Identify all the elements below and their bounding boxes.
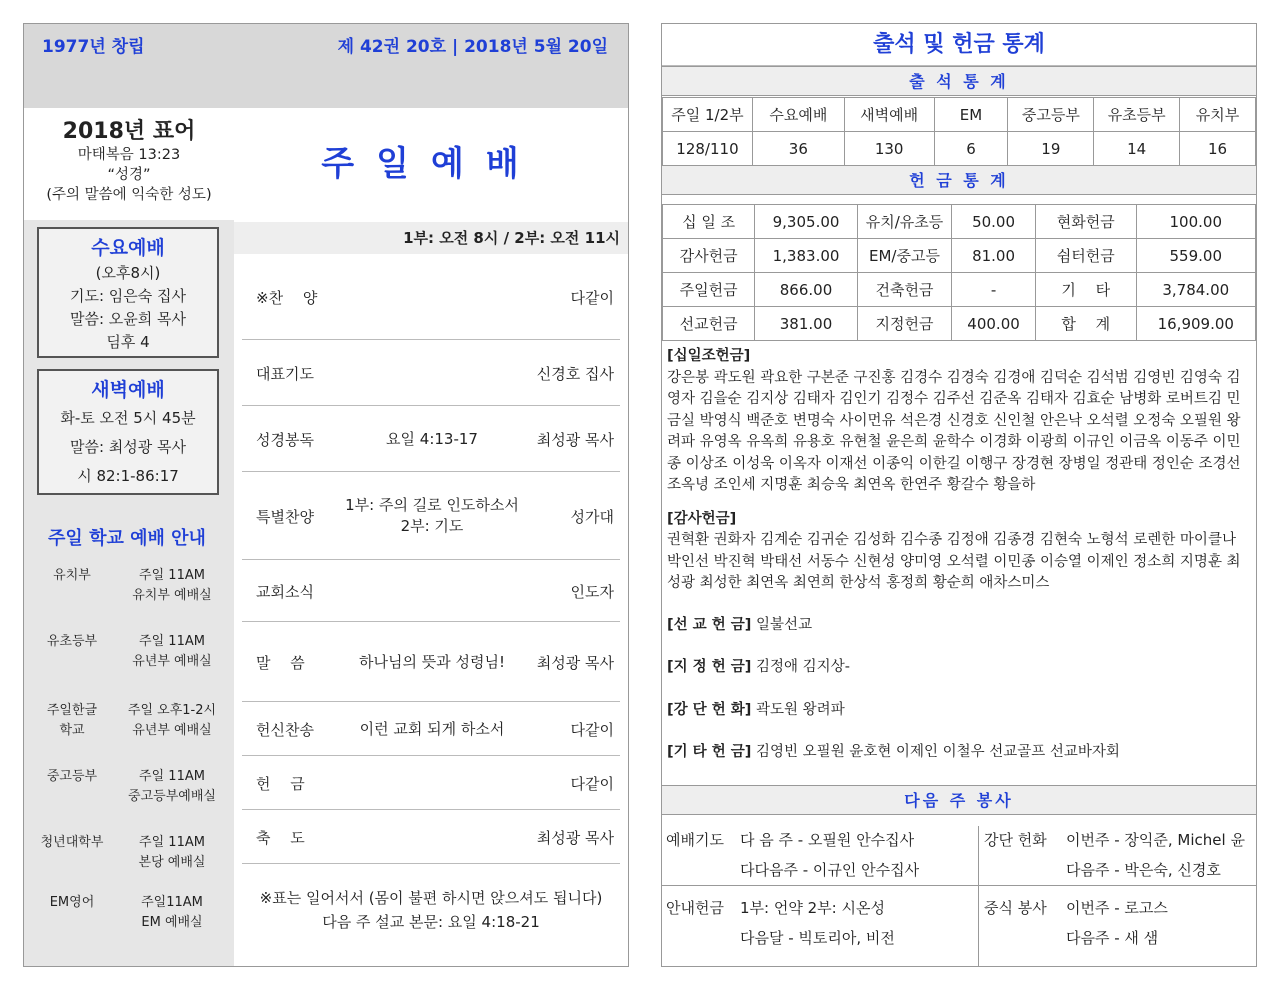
lunch-next: 다음주 - 새 샘 xyxy=(1066,929,1159,947)
flower-next: 다음주 - 박은숙, 신경호 xyxy=(1066,861,1221,879)
lunch-this: 이번주 - 로고스 xyxy=(1066,899,1168,917)
issue-text: 제 42권 20호 | 2018년 5월 20일 xyxy=(337,37,608,57)
flower-label: 강단 헌화 xyxy=(984,831,1047,849)
order-row xyxy=(242,810,620,864)
order-leader: 최성광 목사 xyxy=(536,828,614,847)
offering-row xyxy=(663,239,1256,273)
order-leader: 다같이 xyxy=(570,774,614,793)
offering-amount-cell: 9,305.00 xyxy=(755,205,858,239)
offering-label-cell: 유치/유초등 xyxy=(857,205,951,239)
attendance-value-cell: 14 xyxy=(1094,132,1180,166)
service-times: 1부: 오전 8시 / 2부: 오전 11시 xyxy=(234,222,628,254)
motto-title: 2018년 표어 xyxy=(62,119,196,144)
order-detail: 하나님의 뜻과 성령님! xyxy=(359,652,505,671)
order-leader: 성가대 xyxy=(570,507,614,526)
offering-label-cell: 합 계 xyxy=(1035,307,1136,341)
motto-verse: 마태복음 13:23 xyxy=(77,147,181,163)
order-item: 축 도 xyxy=(256,828,305,847)
order-detail: 요일 4:13-17 xyxy=(386,429,478,448)
designated-names: 김정애 김지상- xyxy=(756,659,850,675)
order-item: 성경봉독 xyxy=(256,430,314,449)
attendance-header-cell: 유치부 xyxy=(1180,98,1256,132)
service-note xyxy=(234,886,628,934)
dawn-time: 화-토 오전 5시 45분 xyxy=(60,409,196,427)
dawn-service-box xyxy=(37,369,219,495)
school-dept: 중고등부 xyxy=(46,769,98,784)
attendance-header-cell: 중고등부 xyxy=(1008,98,1094,132)
altar-flower-names: 곽도원 왕려파 xyxy=(756,701,845,718)
offering-amount-cell: 559.00 xyxy=(1136,239,1255,273)
dawn-ref: 시 82:1-86:17 xyxy=(77,467,179,485)
thanks-names: 권혁환 권화자 김계순 김귀순 김성화 김수종 김정애 김종경 김현숙 노형석 로렌한 마이클나 박인선 박진혁 박태선 서동수 신현성 양미영 오석렬 이민종 이승열 이제인 정소희 지명훈 최성광 최성한 최연옥 최연희 한상석 홍정희 황순희 애차스미스 xyxy=(667,532,1241,591)
offering-title: 헌 금 통 계 xyxy=(662,165,1256,195)
dawn-sermon: 말씀: 최성광 목사 xyxy=(69,438,187,456)
attendance-header-cell: 유초등부 xyxy=(1094,98,1180,132)
order-row xyxy=(242,560,620,622)
stats-title: 출석 및 헌금 통계 xyxy=(662,24,1256,66)
offering-label-cell: 선교헌금 xyxy=(663,307,755,341)
order-detail: 이런 교회 되게 하소서 xyxy=(359,719,505,738)
school-info: 주일 11AM 유치부 예배실 xyxy=(132,568,212,603)
prayer-after: 다다음주 - 이규인 안수집사 xyxy=(740,861,920,879)
school-dept: 주일한글 학교 xyxy=(46,703,98,738)
school-info: 주일 11AM 중고등부예배실 xyxy=(128,769,216,804)
offering-label-cell: 감사헌금 xyxy=(663,239,755,273)
order-row xyxy=(242,254,620,340)
lunch-label: 중식 봉사 xyxy=(984,899,1047,917)
school-row xyxy=(32,695,222,757)
order-item: 말 씀 xyxy=(256,653,305,672)
bulletin-header xyxy=(24,24,628,108)
offering-label-cell: 쉼터헌금 xyxy=(1035,239,1136,273)
usher-label: 안내헌금 xyxy=(666,899,724,917)
order-item: 교회소식 xyxy=(256,582,314,601)
standing-note: ※표는 일어서서 (몸이 불편 하시면 앉으셔도 됩니다) xyxy=(259,889,603,907)
order-row xyxy=(242,340,620,406)
attendance-title: 출 석 통 계 xyxy=(662,66,1256,96)
founded-text: 1977년 창립 xyxy=(42,37,145,57)
tithe-heading: [십일조헌금] xyxy=(667,348,751,364)
school-title: 주일 학교 예배 안내 xyxy=(48,528,206,549)
designated-heading: [지 정 헌 금] xyxy=(667,659,752,675)
offering-label-cell: 주일헌금 xyxy=(663,273,755,307)
wednesday-prayer: 기도: 임은숙 집사 xyxy=(69,287,187,305)
order-leader: 다같이 xyxy=(570,288,614,307)
offering-amount-cell: 16,909.00 xyxy=(1136,307,1255,341)
order-detail: 1부: 주의 길로 인도하소서 2부: 기도 xyxy=(345,496,519,535)
offering-amount-cell: 81.00 xyxy=(952,239,1036,273)
attendance-row xyxy=(663,132,1256,166)
offering-amount-cell: 400.00 xyxy=(952,307,1036,341)
order-row xyxy=(242,472,620,560)
order-item: 헌신찬송 xyxy=(256,720,314,739)
offering-label-cell: EM/중고등 xyxy=(857,239,951,273)
wednesday-title: 수요예배 xyxy=(91,237,165,259)
order-leader: 최성광 목사 xyxy=(536,653,614,672)
thanks-heading: [감사헌금] xyxy=(667,510,737,527)
order-row xyxy=(242,406,620,472)
school-dept: EM영어 xyxy=(49,895,95,910)
usher-next: 다음달 - 빅토리아, 비전 xyxy=(740,929,895,947)
mission-names: 일불선교 xyxy=(756,616,813,633)
offering-amount-cell: 100.00 xyxy=(1136,205,1255,239)
order-item: 대표기도 xyxy=(256,364,314,383)
attendance-header-cell: 새벽예배 xyxy=(844,98,934,132)
offering-label-cell: 건축헌금 xyxy=(857,273,951,307)
order-row xyxy=(242,622,620,702)
mission-heading: [선 교 헌 금] xyxy=(667,616,752,633)
attendance-value-cell: 19 xyxy=(1008,132,1094,166)
order-leader: 신경호 집사 xyxy=(536,364,614,383)
school-dept: 유치부 xyxy=(53,568,91,583)
attendance-header-cell: EM xyxy=(934,98,1008,132)
offering-row xyxy=(663,205,1256,239)
next-service-title: 다음 주 봉사 xyxy=(662,785,1256,815)
attendance-header-cell: 수요예배 xyxy=(752,98,844,132)
school-row xyxy=(32,827,222,889)
wednesday-time: (오후8시) xyxy=(95,264,161,282)
attendance-table xyxy=(662,97,1256,166)
wednesday-service-box xyxy=(37,227,219,358)
attendance-header-cell: 주일 1/2부 xyxy=(663,98,753,132)
offering-amount-cell: 866.00 xyxy=(755,273,858,307)
school-dept: 청년대학부 xyxy=(40,835,104,850)
attendance-value-cell: 128/110 xyxy=(663,132,753,166)
tithe-names: 강은봉 곽도원 곽요한 구본준 구진홍 김경수 김경숙 김경애 김덕순 김석범 김영빈 김영숙 김영자 김을순 김지상 김태자 김인기 김정수 김주선 김준옥 김태자 김효순 남병화 로버트김 민금실 박영식 백준호 변명숙 사이먼유 석은경 신경호 신인철 안은낙 오석렬 오정숙 오필원 왕려파 유영옥 유옥희 유용호 유현철 윤은희 윤학수 이경화 이광희 이규인 이금옥 이동주 이민종 이상조 이성욱 이옥자 이재선 이종익 이한길 이행구 장경현 장병일 정관태 정인순 조경선 조옥녕 조인세 지명훈 최승욱 최연옥 한연주 황갈수 황을하 xyxy=(667,369,1241,493)
offering-amount-cell: 50.00 xyxy=(952,205,1036,239)
prayer-next: 다 음 주 - 오필원 안수집사 xyxy=(740,831,915,849)
offering-amount-cell: - xyxy=(952,273,1036,307)
usher-this: 1부: 언약 2부: 시온성 xyxy=(740,899,885,917)
offering-label-cell: 기 타 xyxy=(1035,273,1136,307)
order-item: ※찬 양 xyxy=(256,288,318,307)
offering-row xyxy=(663,273,1256,307)
offering-row xyxy=(663,307,1256,341)
school-dept: 유초등부 xyxy=(46,634,98,649)
offering-amount-cell: 381.00 xyxy=(755,307,858,341)
school-info: 주일 11AM 유년부 예배실 xyxy=(132,634,212,669)
offering-amount-cell: 3,784.00 xyxy=(1136,273,1255,307)
gift-lists xyxy=(667,346,1253,764)
flower-this: 이번주 - 장익준, Michel 윤 xyxy=(1066,831,1245,849)
other-heading: [기 타 헌 금] xyxy=(667,744,752,760)
left-page xyxy=(23,23,629,967)
school-info: 주일 오후1-2시 유년부 예배실 xyxy=(127,703,217,738)
offering-table xyxy=(662,204,1256,341)
order-leader: 다같이 xyxy=(570,720,614,739)
attendance-value-cell: 36 xyxy=(752,132,844,166)
service-column xyxy=(234,108,628,966)
attendance-row xyxy=(663,98,1256,132)
school-title-bar xyxy=(32,520,222,556)
order-leader: 인도자 xyxy=(570,582,614,601)
school-info: 주일11AM EM 예배실 xyxy=(141,895,203,930)
offering-label-cell: 지정헌금 xyxy=(857,307,951,341)
attendance-value-cell: 130 xyxy=(844,132,934,166)
wednesday-sermon: 말씀: 오윤희 목사 xyxy=(69,310,187,328)
order-item: 헌 금 xyxy=(256,774,305,793)
order-leader: 최성광 목사 xyxy=(536,430,614,449)
offering-label-cell: 십 일 조 xyxy=(663,205,755,239)
order-item: 특별찬양 xyxy=(256,507,314,526)
school-row xyxy=(32,560,222,622)
order-row xyxy=(242,756,620,810)
order-row xyxy=(242,702,620,756)
altar-flower-heading: [강 단 헌 화] xyxy=(667,701,752,718)
prayer-label: 예배기도 xyxy=(666,831,724,849)
offering-amount-cell: 1,383.00 xyxy=(755,239,858,273)
attendance-value-cell: 16 xyxy=(1180,132,1256,166)
school-row xyxy=(32,887,222,935)
next-service-grid xyxy=(662,826,1256,966)
offering-label-cell: 현화헌금 xyxy=(1035,205,1136,239)
school-row xyxy=(32,626,222,688)
school-info: 주일 11AM 본당 예배실 xyxy=(138,835,206,870)
next-sermon-text: 다음 주 설교 본문: 요일 4:18-21 xyxy=(322,913,540,931)
year-motto xyxy=(24,108,234,220)
attendance-value-cell: 6 xyxy=(934,132,1008,166)
right-page xyxy=(661,23,1257,967)
motto-quote: “성경” xyxy=(107,167,151,183)
other-names: 김영빈 오필원 윤호현 이제인 이철우 선교골프 선교바자회 xyxy=(756,744,1120,760)
school-row xyxy=(32,761,222,823)
wednesday-ref: 딤후 4 xyxy=(106,333,150,351)
service-title: 주일예배 xyxy=(321,144,541,184)
dawn-title: 새벽예배 xyxy=(91,379,165,401)
motto-desc: (주의 말씀에 익숙한 성도) xyxy=(46,187,212,203)
